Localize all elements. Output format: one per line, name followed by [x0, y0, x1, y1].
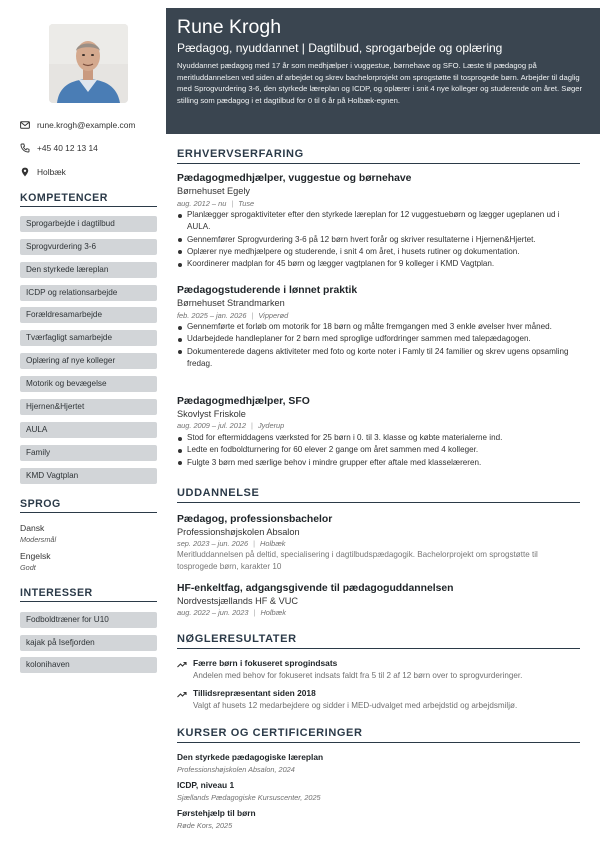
skill-tag: Sprogvurdering 3-6 — [20, 239, 157, 255]
experience-heading: ERHVERVSERFARING — [177, 148, 580, 164]
education-org: Professionshøjskolen Absalon — [177, 527, 300, 537]
trend-up-icon — [177, 690, 187, 698]
contact-email[interactable] — [20, 120, 135, 130]
job-dates: aug. 2009 – jul. 2012 — [177, 421, 247, 430]
education-place: Holbæk — [260, 608, 286, 617]
bullet-item: Gennemfører Sprogvurdering 3-6 på 12 børn hvert forår og skriver resultaterne i Hjernen&Hjertet. — [177, 234, 577, 246]
certification-title: Den styrkede pædagogiske læreplan — [177, 752, 324, 762]
result-description: Andelen med behov for fokuseret indsats faldt fra 5 til 2 af 12 børn over to sprogvurderinger. — [193, 671, 523, 680]
education-meta: sep. 2023 – jun. 2026 | Holbæk — [177, 539, 286, 548]
language-name: Engelsk — [20, 551, 51, 561]
certification-issuer: Professionshøjskolen Absalon, 2024 — [177, 765, 295, 774]
job-bullets — [177, 432, 577, 469]
bullet-item: Fulgte 3 børn med særlige behov i mindre grupper efter aftale med klasselæreren. — [177, 457, 577, 469]
job-bullets — [177, 209, 577, 270]
certifications-heading: KURSER OG CERTIFICERINGER — [177, 727, 580, 743]
skills-heading: KOMPETENCER — [20, 192, 157, 207]
result-description: Valgt af husets 12 medarbejdere og sidder i MED-udvalget med arbejdstid og arbejdsmiljø. — [193, 701, 518, 710]
interest-tag: kolonihaven — [20, 657, 157, 673]
skill-tag: Hjernen&Hjertet — [20, 399, 157, 415]
results-heading: NØGLERESULTATER — [177, 633, 580, 649]
job-dates: aug. 2012 – nu — [177, 199, 227, 208]
interest-tag: kajak på Isefjorden — [20, 635, 157, 651]
job-org: Børnehuset Strandmarken — [177, 298, 285, 308]
interest-tag: Fodboldtræner for U10 — [20, 612, 157, 628]
certification-issuer: Sjællands Pædagogiske Kursuscenter, 2025 — [177, 793, 321, 802]
profile-photo — [49, 24, 128, 103]
job-place: Tuse — [238, 199, 255, 208]
result-title: Tillidsrepræsentant siden 2018 — [193, 688, 316, 698]
education-description: Meritluddannelsen på deltid, specialisering i dagtilbudspædagogik. Bachelorprojekt om sprogstøtte til tosprogede børn, karakter 10 — [177, 550, 538, 572]
person-name: Rune Krogh — [177, 16, 282, 38]
bullet-item: Ledte en fodboldturnering for 60 elever 2 gange om året sammen med 4 kolleger. — [177, 444, 577, 456]
education-title: HF-enkeltfag, adgangsgivende til pædagoguddannelsen — [177, 583, 454, 594]
education-heading: UDDANNELSE — [177, 487, 580, 503]
education-dates: sep. 2023 – jun. 2026 — [177, 539, 249, 548]
job-meta: aug. 2009 – jul. 2012 | Jyderup — [177, 421, 285, 430]
bullet-item: Stod for eftermiddagens værksted for 25 børn i 0. til 3. klasse og købte materialerne ind. — [177, 432, 577, 444]
skill-tag: AULA — [20, 422, 157, 438]
job-title: Pædagogmedhjælper, vuggestue og børnehave — [177, 173, 412, 184]
sidebar — [0, 0, 166, 849]
skill-tag: Tværfagligt samarbejde — [20, 330, 157, 346]
phone-icon — [20, 143, 30, 153]
job-dates: feb. 2025 – jan. 2026 — [177, 311, 247, 320]
skill-tag: Oplæring af nye kolleger — [20, 353, 157, 369]
contact-location — [20, 167, 66, 177]
bullet-item: Udarbejdede handleplaner for 2 børn med sproglige udfordringer sammen med talepædagogen. — [177, 333, 577, 345]
skill-tag: Motorik og bevægelse — [20, 376, 157, 392]
bullet-item: Oplærer nye medhjælpere og studerende, i snit 4 om året, i husets rutiner og dokumentation. — [177, 246, 577, 258]
job-bullets — [177, 321, 577, 370]
job-place: Vipperød — [258, 311, 289, 320]
language-level: Godt — [20, 563, 36, 572]
bullet-item: Dokumenterede dagens aktiviteter med foto og korte noter i Famly til 24 familier og skrev ugens opsamling fredag. — [177, 346, 577, 371]
certification-title: Førstehjælp til børn — [177, 808, 256, 818]
result-title: Færre børn i fokuseret sprogindsats — [193, 658, 338, 668]
contact-email-text: rune.krogh@example.com — [37, 120, 136, 130]
skill-tag: Sprogarbejde i dagtilbud — [20, 216, 157, 232]
education-place: Holbæk — [260, 539, 286, 548]
location-pin-icon — [20, 167, 30, 177]
job-org: Børnehuset Egely — [177, 186, 251, 196]
skill-tag: KMD Vagtplan — [20, 468, 157, 484]
profile-summary: Nyuddannet pædagog med 17 år som medhjælper i vuggestue, børnehave og SFO. Læste til pædagog på meritluddannelsen ved siden af arbejdet og skrev bachelorprojekt om sprogstøtte til tosprogede børn. Arbejder til daglig med Sprogvurdering 3-6, den styrkede læreplan og ICDP, og oplærer i snit 4 nye kolleger og studerende om året. Søger stilling som pædagog i et dagtilbud for 0 til 6 år på Holbæk-egnen. — [177, 61, 583, 105]
resume-header — [166, 8, 600, 134]
contact-phone[interactable] — [20, 143, 98, 153]
job-place: Jyderup — [257, 421, 285, 430]
contact-phone-text: +45 40 12 13 14 — [37, 143, 98, 153]
bullet-item: Koordinerer madplan for 45 børn og lægger vagtplanen for 9 kolleger i KMD Vagtplan. — [177, 258, 577, 270]
bullet-item: Gennemførte et forløb om motorik for 18 børn og målte fremgangen med 3 enkle øvelser hver måned. — [177, 321, 577, 333]
skill-tag: Den styrkede læreplan — [20, 262, 157, 278]
trend-up-icon — [177, 660, 187, 668]
education-org: Nordvestsjællands HF & VUC — [177, 596, 299, 606]
job-title: Pædagogstuderende i lønnet praktik — [177, 285, 358, 296]
language-name: Dansk — [20, 523, 45, 533]
skill-tag: ICDP og relationsarbejde — [20, 285, 157, 301]
languages-heading: SPROG — [20, 498, 157, 513]
certification-title: ICDP, niveau 1 — [177, 780, 235, 790]
job-meta: feb. 2025 – jan. 2026 | Vipperød — [177, 311, 289, 320]
language-level: Modersmål — [20, 535, 57, 544]
education-dates: aug. 2022 – jun. 2023 — [177, 608, 249, 617]
certification-issuer: Røde Kors, 2025 — [177, 821, 233, 830]
education-meta: aug. 2022 – jun. 2023 | Holbæk — [177, 608, 286, 617]
job-title: Pædagogmedhjælper, SFO — [177, 396, 310, 407]
job-meta: aug. 2012 – nu | Tuse — [177, 199, 255, 208]
contact-location-text: Holbæk — [37, 167, 66, 177]
skill-tag: Forældresamarbejde — [20, 307, 157, 323]
interests-heading: INTERESSER — [20, 587, 157, 602]
person-title: Pædagog, nyuddannet | Dagtilbud, sprogarbejde og oplæring — [177, 41, 503, 55]
mail-icon — [20, 120, 30, 130]
education-title: Pædagog, professionsbachelor — [177, 514, 333, 525]
bullet-item: Planlægger sprogaktiviteter efter den styrkede læreplan for 12 vuggestuebørn og lægger ugeplanen ud i AULA. — [177, 209, 577, 234]
job-org: Skovlyst Friskole — [177, 409, 246, 419]
skill-tag: Family — [20, 445, 157, 461]
